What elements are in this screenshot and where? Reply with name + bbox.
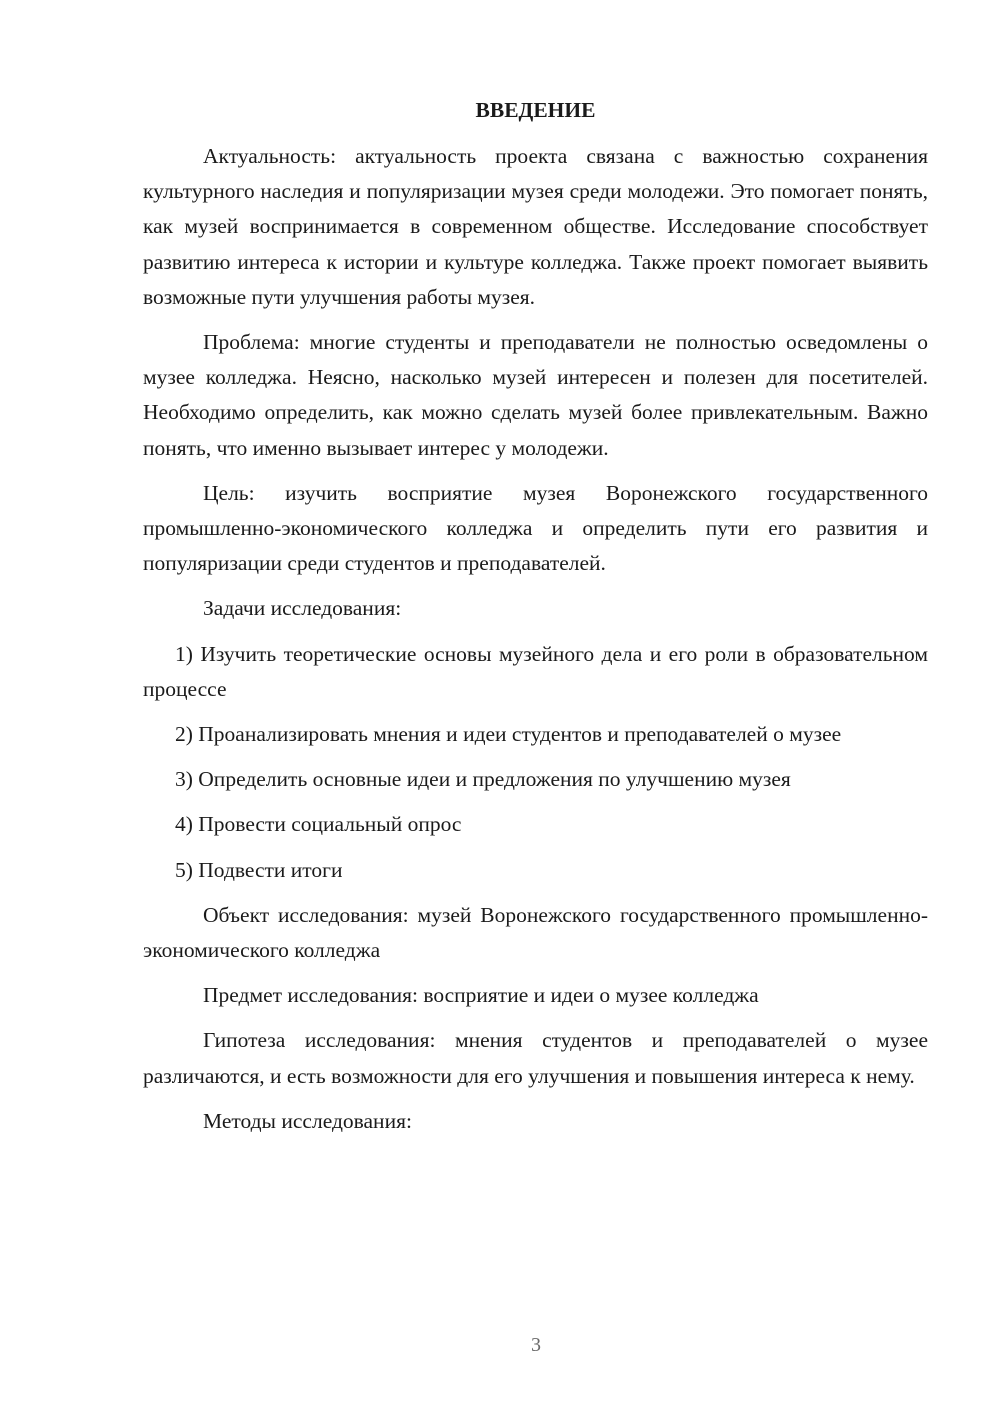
paragraph-goal: Цель: изучить восприятие музея Воронежского государственного промышленно-экономического колледжа и определить пути его развития и популяризации среди студентов и преподавателей. (143, 480, 928, 576)
task-item: 4) Провести социальный опрос (175, 812, 462, 837)
section-title: ВВЕДЕНИЕ (475, 98, 596, 122)
task-item: 1) Изучить теоретические основы музейного дела и его роли в образовательном процессе (143, 641, 928, 701)
paragraph-subject: Предмет исследования: восприятие и идеи о музее колледжа (203, 983, 759, 1008)
document-page (143, 95, 928, 1149)
task-item: 2) Проанализировать мнения и идеи студентов и преподавателей о музее (175, 722, 842, 747)
task-item: 3) Определить основные идеи и предложения по улучшению музея (175, 767, 791, 792)
paragraph-object: Объект исследования: музей Воронежского государственного промышленно-экономического колледжа (143, 902, 928, 963)
page-number: 3 (531, 1334, 541, 1356)
paragraph-methods-heading: Методы исследования: (203, 1108, 412, 1133)
paragraph-relevance: Актуальность: актуальность проекта связана с важностью сохранения культурного наследия и популяризации музея среди молодежи. Это помогает понять, как музей воспринимается в современном обществе. Исследование способствует развитию интереса к истории и культуре колледжа. Также проект помогает выявить возможные пути улучшения работы музея. (143, 144, 928, 309)
paragraph-problem: Проблема: многие студенты и преподаватели не полностью осведомлены о музее колледжа. Неясно, насколько музей интересен и полезен для посетителей. Необходимо определить, как можно сделать музей более привлекательным. Важно понять, что именно вызывает интерес у молодежи. (143, 330, 928, 460)
task-item: 5) Подвести итоги (175, 857, 343, 882)
paragraph-hypothesis: Гипотеза исследования: мнения студентов и преподавателей о музее различаются, и есть возможности для его улучшения и повышения интереса к нему. (143, 1028, 928, 1088)
paragraph-tasks-heading: Задачи исследования: (203, 596, 402, 621)
